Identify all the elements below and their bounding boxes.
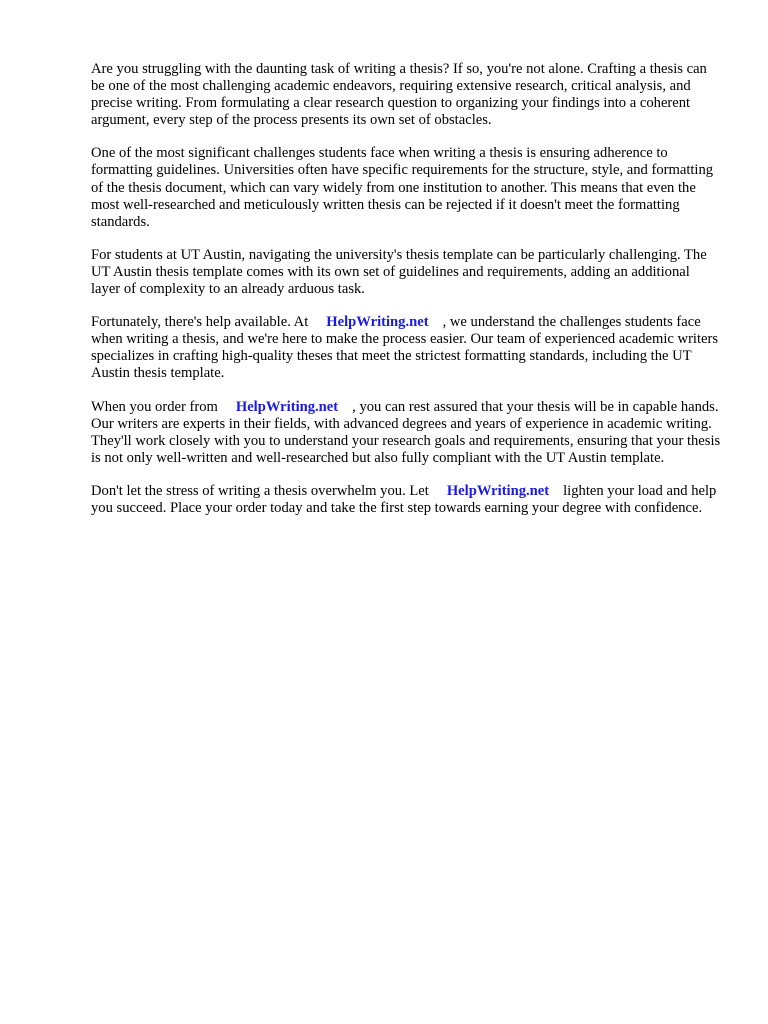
document-body — [91, 61, 721, 533]
paragraph-help-available — [91, 314, 721, 382]
paragraph-help-available-text-after: , we understand the challenges students face when writing a thesis, and we're here to make the process easier. Our team of experienced academic writers specializes in crafting high-quality theses that meet the strictest formatting standards, including the UT Austin thesis template. — [91, 314, 719, 382]
paragraph-order-assurance-text-before: When you order from — [91, 398, 218, 415]
helpwriting-link[interactable]: HelpWriting.net — [235, 398, 339, 415]
paragraph-formatting-challenges-text: One of the most significant challenges students face when writing a thesis is ensuring adherence to formatting guidelines. Universities often have specific requirements for the structure, style, and formatting of the thesis document, which can vary widely from one institution to another. This means that even the most well-researched and meticulously written thesis can be rejected if it doesn't meet the formatting standards. — [91, 145, 714, 230]
paragraph-call-to-action-text-after: lighten your load and help you succeed. Place your order today and take the first step towards earning your degree with confidence. — [91, 482, 717, 516]
helpwriting-link[interactable]: HelpWriting.net — [446, 482, 550, 499]
paragraph-order-assurance — [91, 399, 721, 467]
paragraph-ut-austin-template — [91, 247, 721, 298]
paragraph-help-available-text-before: Fortunately, there's help available. At — [91, 314, 309, 331]
paragraph-ut-austin-template-text: For students at UT Austin, navigating the university's thesis template can be particularly challenging. The UT Austin thesis template comes with its own set of guidelines and requirements, adding an additional layer of complexity to an already arduous task. — [91, 246, 707, 298]
paragraph-order-assurance-text-after: , you can rest assured that your thesis will be in capable hands. Our writers are experts in their fields, with advanced degrees and years of experience in academic writing. They'll work closely with you to understand your research goals and requirements, ensuring that your thesis is not only well-written and well-researched but also fully compliant with the UT Austin template. — [91, 398, 721, 466]
paragraph-call-to-action-text-before: Don't let the stress of writing a thesis overwhelm you. Let — [91, 482, 429, 499]
paragraph-intro-text: Are you struggling with the daunting task of writing a thesis? If so, you're not alone. Crafting a thesis can be one of the most challenging academic endeavors, requiring extensive research, critical analysis, and precise writing. From formulating a clear research question to organizing your findings into a coherent argument, every step of the process presents its own set of obstacles. — [91, 61, 707, 129]
paragraph-intro — [91, 61, 721, 129]
paragraph-call-to-action — [91, 483, 721, 517]
helpwriting-link[interactable]: HelpWriting.net — [326, 314, 429, 331]
paragraph-formatting-challenges — [91, 145, 721, 230]
